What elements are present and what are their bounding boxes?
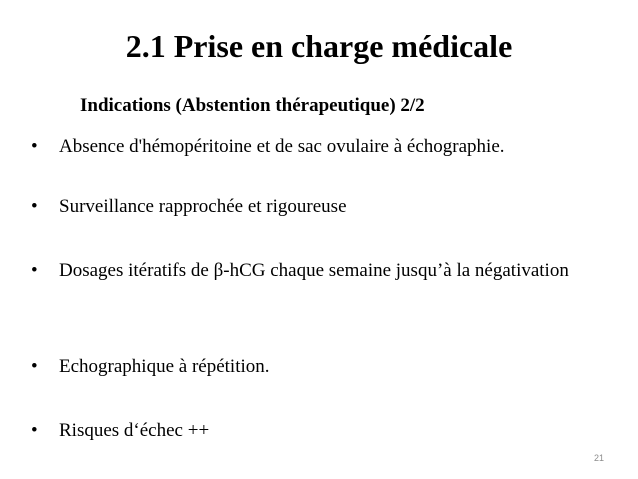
bullet-item-risques bbox=[31, 418, 601, 444]
bullet-icon: • bbox=[31, 260, 38, 281]
slide-subtitle: Indications (Abstention thérapeutique) 2/2 bbox=[80, 95, 425, 116]
bullet-text: Absence d'hémopéritoine et de sac ovulaire à échographie. bbox=[59, 136, 505, 157]
bullet-icon: • bbox=[31, 420, 38, 441]
bullet-text: Risques d‘échec ++ bbox=[59, 420, 210, 441]
bullet-icon: • bbox=[31, 196, 38, 217]
bullet-text: Surveillance rapprochée et rigoureuse bbox=[59, 196, 347, 217]
bullet-item-echographique bbox=[31, 354, 601, 380]
bullet-item-absence bbox=[31, 134, 601, 160]
bullet-item-dosages bbox=[31, 258, 601, 284]
bullet-text: Echographique à répétition. bbox=[59, 356, 270, 377]
bullet-icon: • bbox=[31, 136, 38, 157]
slide-title: 2.1 Prise en charge médicale bbox=[125, 28, 513, 64]
bullet-text: Dosages itératifs de β-hCG chaque semaine jusqu’à la négativation bbox=[59, 260, 569, 281]
page-number: 21 bbox=[593, 453, 604, 463]
bullet-item-surveillance bbox=[31, 194, 601, 220]
bullet-icon: • bbox=[31, 356, 38, 377]
